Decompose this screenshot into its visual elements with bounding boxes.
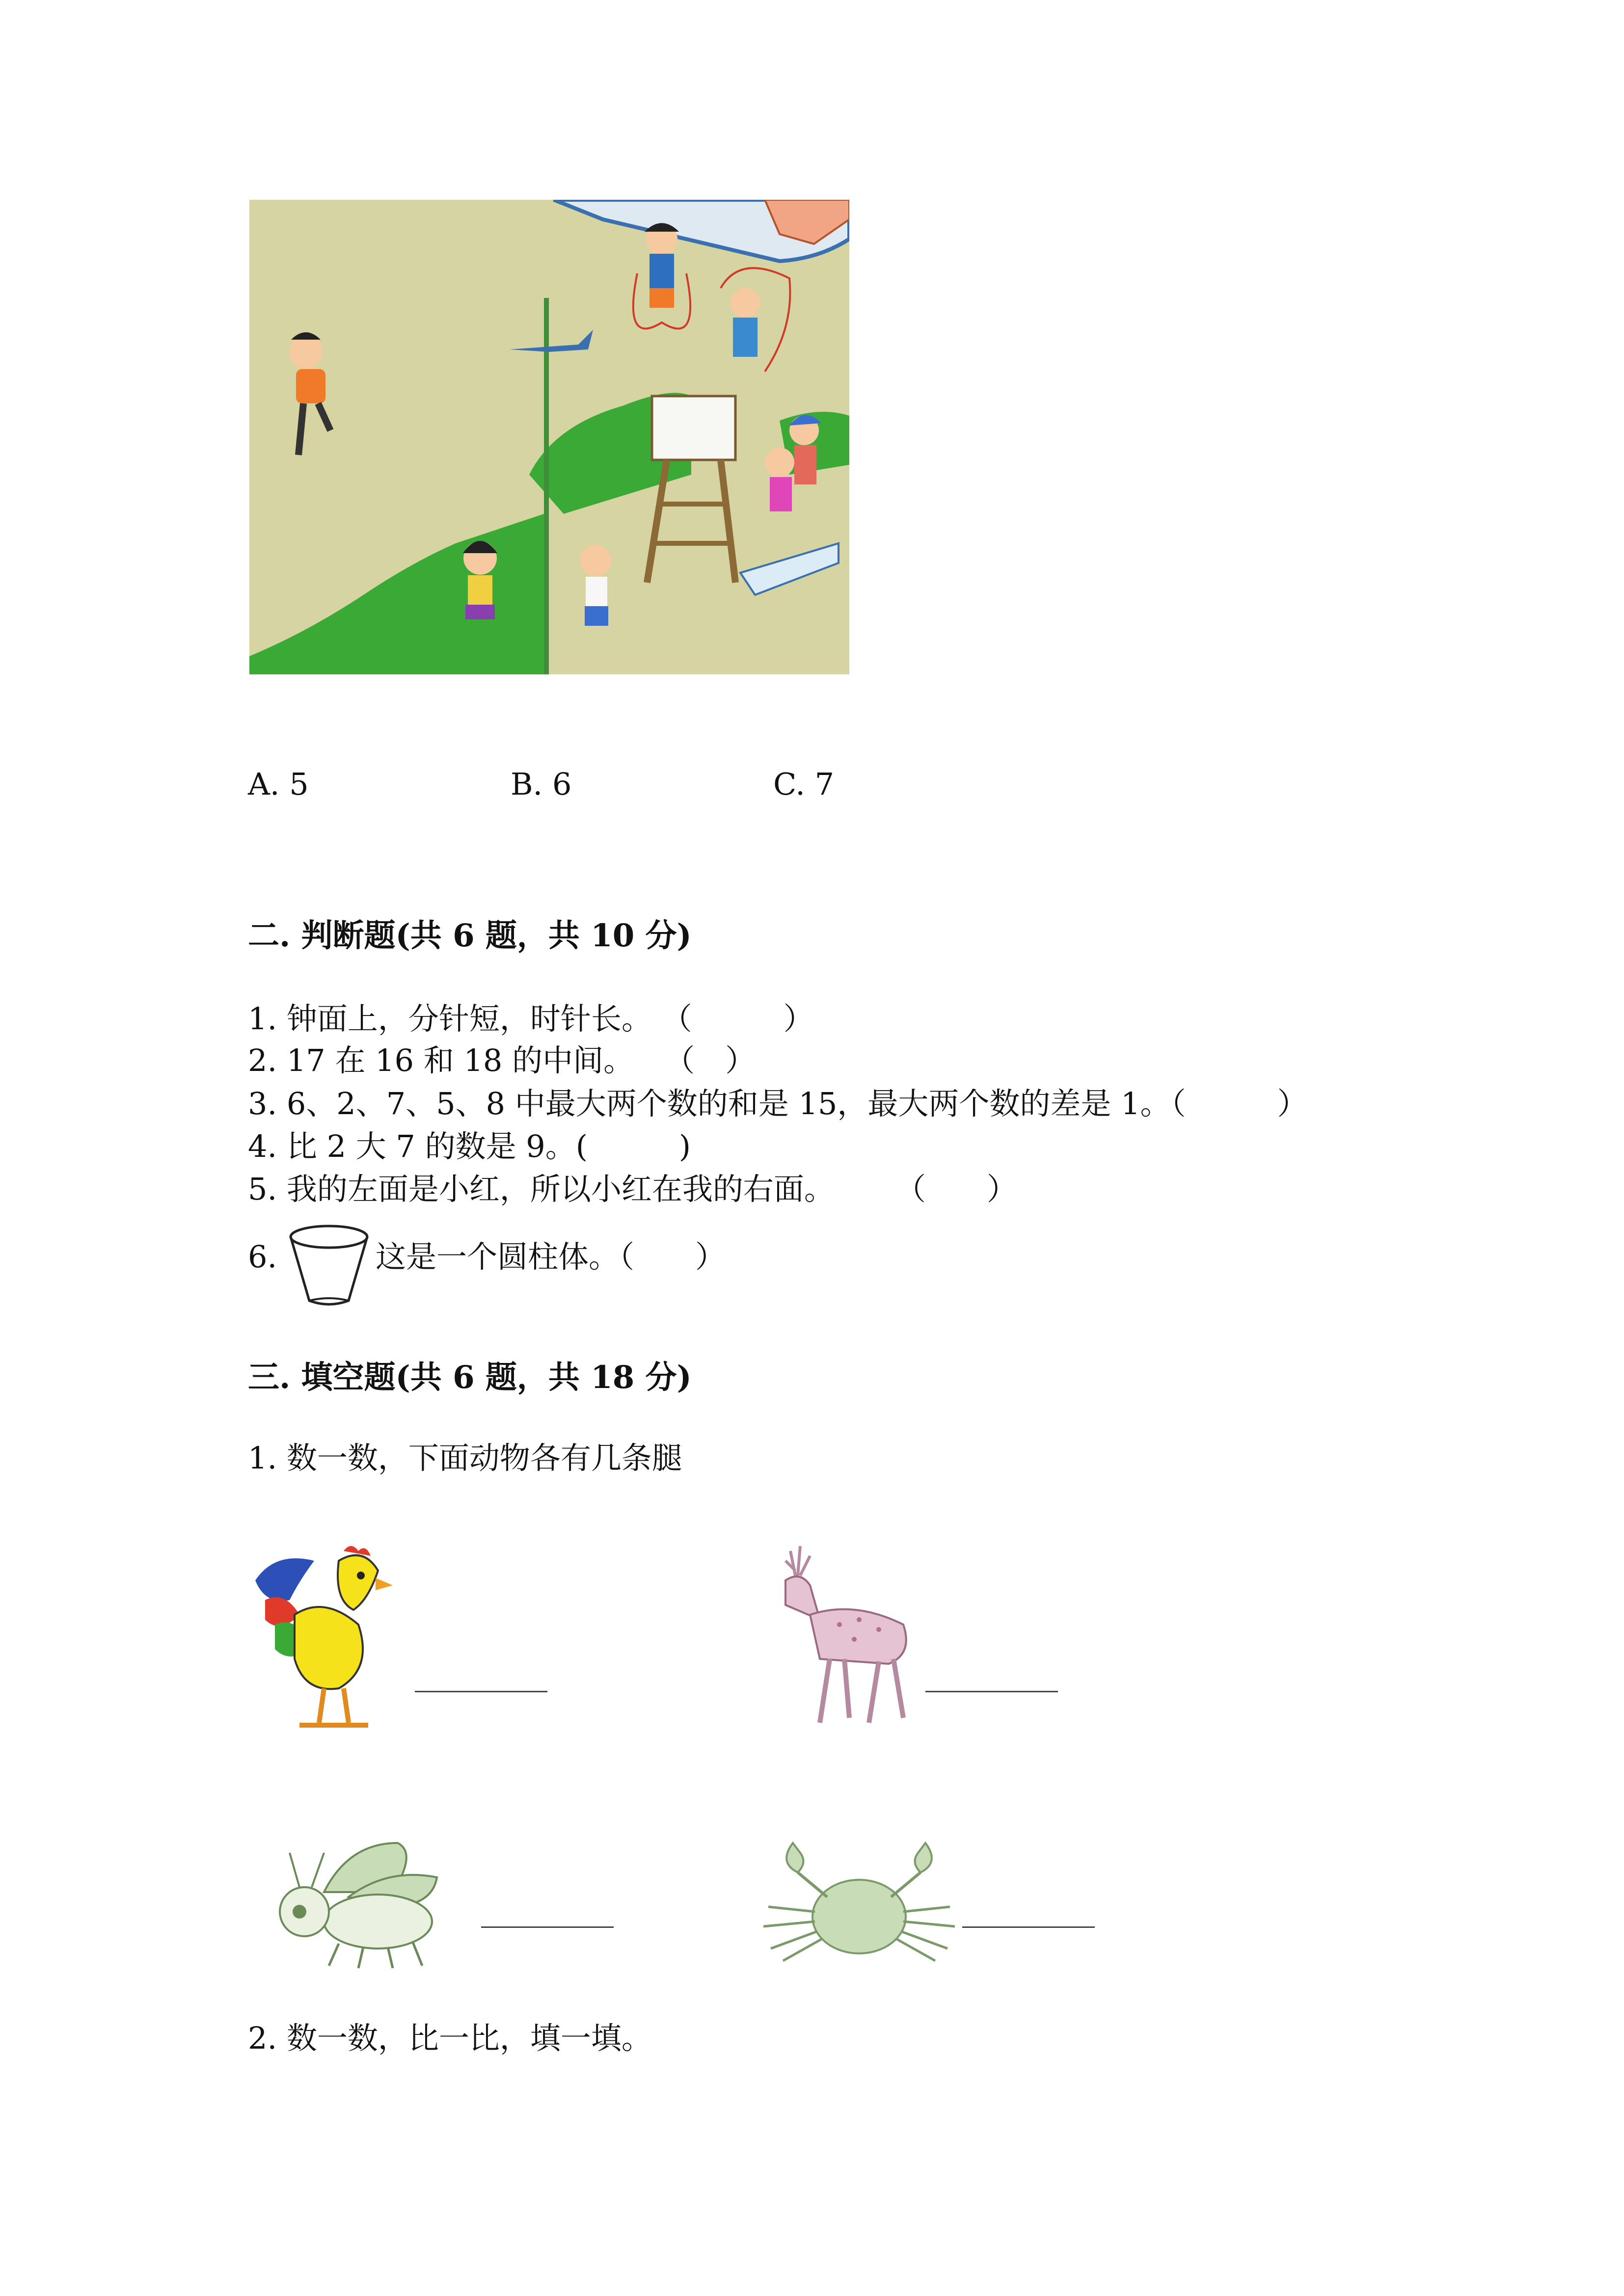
fill-question-1: 1. 数一数，下面动物各有几条腿	[248, 1440, 682, 1476]
playground-illustration	[249, 200, 849, 674]
choice-b[interactable]: B. 6	[511, 766, 572, 802]
fly-legs-blank[interactable]	[481, 1926, 614, 1928]
section-heading-judgement: 二. 判断题(共 6 题，共 10 分)	[248, 917, 692, 954]
judgement-item-6-number: 6.	[248, 1239, 277, 1275]
crab-legs-blank[interactable]	[962, 1926, 1095, 1928]
rooster-legs-blank[interactable]	[415, 1691, 547, 1692]
deer-legs-blank[interactable]	[925, 1691, 1058, 1692]
judgement-item-2: 2. 17 在 16 和 18 的中间。 （ ）	[248, 1042, 756, 1078]
judgement-item-6-text: 这是一个圆柱体。（ ）	[376, 1239, 726, 1275]
fly-icon	[270, 1833, 457, 1971]
judgement-item-3: 3. 6、2、7、5、8 中最大两个数的和是 15，最大两个数的差是 1。（ ）	[248, 1086, 1308, 1121]
judgement-item-1: 1. 钟面上，分针短，时针长。 （ ）	[248, 1001, 814, 1037]
rooster-icon	[245, 1541, 407, 1733]
choice-c[interactable]: C. 7	[773, 766, 835, 802]
judgement-item-5: 5. 我的左面是小红，所以小红在我的右面。 （ ）	[248, 1171, 1017, 1207]
fill-question-2: 2. 数一数，比一比，填一填。	[248, 2020, 652, 2056]
deer-icon	[756, 1541, 918, 1733]
judgement-item-4: 4. 比 2 大 7 的数是 9。( )	[248, 1128, 691, 1164]
section-heading-fill-blank: 三. 填空题(共 6 题，共 18 分)	[248, 1359, 692, 1396]
crab-icon	[754, 1833, 965, 1971]
choice-a[interactable]: A. 5	[248, 766, 309, 802]
cup-icon	[285, 1222, 373, 1310]
